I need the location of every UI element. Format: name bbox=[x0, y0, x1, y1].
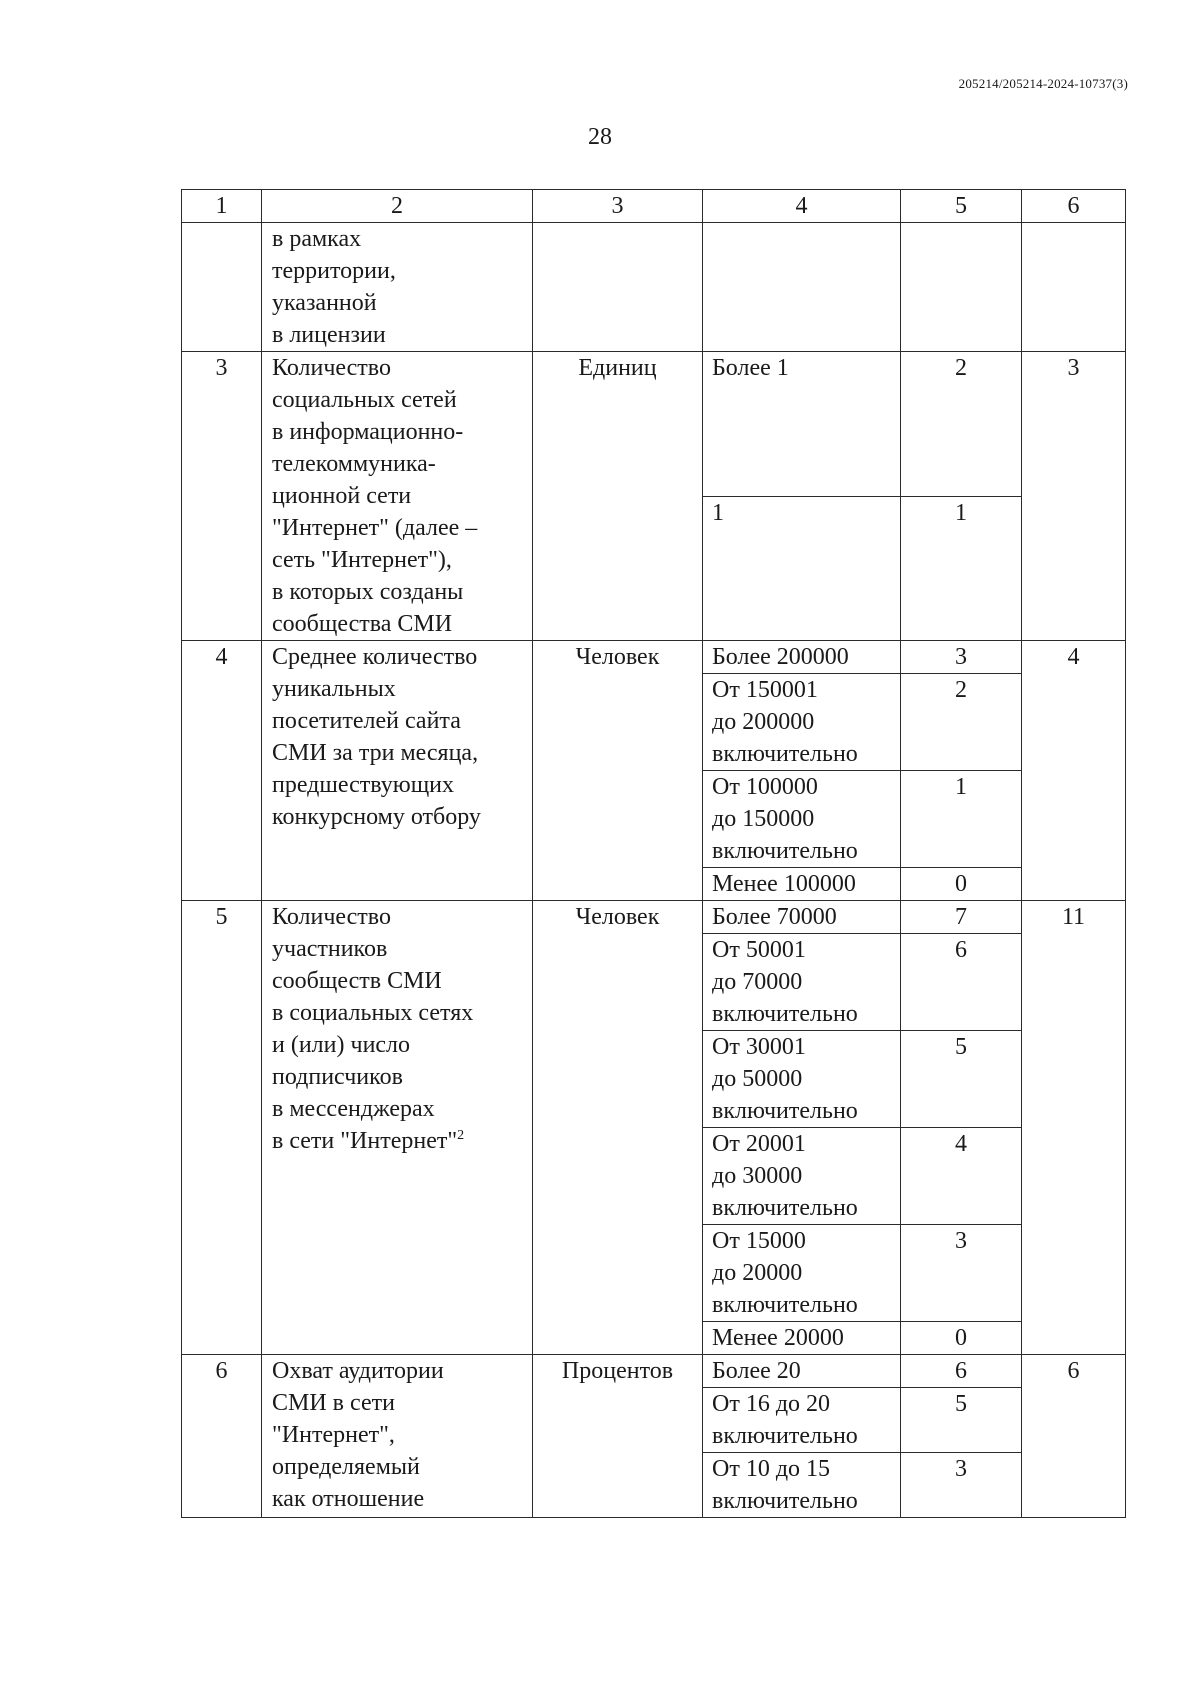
score-value: 2 bbox=[901, 674, 1022, 771]
column-number-header: 1 bbox=[182, 190, 262, 223]
criteria-table bbox=[181, 189, 1126, 1518]
indicator-value: От 20001 до 30000 включительно bbox=[703, 1128, 901, 1225]
score-value: 3 bbox=[901, 1225, 1022, 1322]
max-score: 3 bbox=[1022, 352, 1126, 641]
criterion-row bbox=[182, 901, 1126, 934]
empty-cell bbox=[703, 223, 901, 352]
empty-cell bbox=[182, 223, 262, 352]
indicator-value: От 30001 до 50000 включительно bbox=[703, 1031, 901, 1128]
indicator-value: От 16 до 20 включительно bbox=[703, 1388, 901, 1453]
indicator-value: От 100000 до 150000 включительно bbox=[703, 771, 901, 868]
score-value: 6 bbox=[901, 934, 1022, 1031]
max-score: 4 bbox=[1022, 641, 1126, 901]
column-number-header: 5 bbox=[901, 190, 1022, 223]
criterion-name-cell bbox=[262, 1355, 533, 1518]
empty-cell bbox=[1022, 223, 1126, 352]
column-number-row bbox=[182, 190, 1126, 223]
document-code: 205214/205214-2024-10737(3) bbox=[958, 76, 1128, 91]
criteria-table-body bbox=[182, 190, 1126, 1518]
max-score: 11 bbox=[1022, 901, 1126, 1355]
score-value: 5 bbox=[901, 1388, 1022, 1453]
criterion-number: 5 bbox=[182, 901, 262, 1355]
continued-criterion-text: в рамках территории, указанной в лицензии bbox=[262, 223, 533, 352]
indicator-value: Менее 20000 bbox=[703, 1322, 901, 1355]
indicator-value: 1 bbox=[703, 496, 901, 641]
criterion-number: 6 bbox=[182, 1355, 262, 1518]
score-value: 4 bbox=[901, 1128, 1022, 1225]
indicator-value: Более 1 bbox=[703, 352, 901, 497]
criterion-name-cell bbox=[262, 352, 533, 641]
score-value: 6 bbox=[901, 1355, 1022, 1388]
criterion-row bbox=[182, 641, 1126, 674]
max-score: 6 bbox=[1022, 1355, 1126, 1518]
criterion-row bbox=[182, 352, 1126, 497]
empty-cell bbox=[901, 223, 1022, 352]
column-number-header: 4 bbox=[703, 190, 901, 223]
criterion-name: Среднее количество уникальных посетителей сайта СМИ за три месяца, предшествующих конкурсному отбору bbox=[272, 644, 481, 830]
indicator-value: От 10 до 15 включительно bbox=[703, 1453, 901, 1518]
indicator-value: Более 200000 bbox=[703, 641, 901, 674]
score-value: 7 bbox=[901, 901, 1022, 934]
score-value: 0 bbox=[901, 1322, 1022, 1355]
unit-of-measure: Единиц bbox=[533, 352, 703, 641]
score-value: 1 bbox=[901, 771, 1022, 868]
column-number-header: 6 bbox=[1022, 190, 1126, 223]
empty-cell bbox=[533, 223, 703, 352]
criterion-number: 4 bbox=[182, 641, 262, 901]
score-value: 5 bbox=[901, 1031, 1022, 1128]
criterion-number: 3 bbox=[182, 352, 262, 641]
score-value: 0 bbox=[901, 868, 1022, 901]
column-number-header: 3 bbox=[533, 190, 703, 223]
criterion-row bbox=[182, 1355, 1126, 1388]
criterion-name-cell bbox=[262, 641, 533, 901]
score-value: 3 bbox=[901, 1453, 1022, 1518]
unit-of-measure: Человек bbox=[533, 901, 703, 1355]
footnote-marker: 2 bbox=[457, 1128, 465, 1143]
indicator-value: Менее 100000 bbox=[703, 868, 901, 901]
score-value: 1 bbox=[901, 496, 1022, 641]
unit-of-measure: Процентов bbox=[533, 1355, 703, 1518]
criterion-name: Количество социальных сетей в информационно- телекоммуника- ционной сети "Интернет" (далее – сеть "Интернет"), в которых созданы сообщества СМИ bbox=[272, 355, 478, 637]
criterion-name-cell bbox=[262, 901, 533, 1355]
continued-row bbox=[182, 223, 1126, 352]
indicator-value: Более 20 bbox=[703, 1355, 901, 1388]
score-value: 2 bbox=[901, 352, 1022, 497]
indicator-value: От 50001 до 70000 включительно bbox=[703, 934, 901, 1031]
page-number: 28 bbox=[588, 124, 612, 150]
unit-of-measure: Человек bbox=[533, 641, 703, 901]
criterion-name: Охват аудитории СМИ в сети "Интернет", определяемый как отношение bbox=[272, 1358, 444, 1512]
column-number-header: 2 bbox=[262, 190, 533, 223]
indicator-value: От 15000 до 20000 включительно bbox=[703, 1225, 901, 1322]
criterion-name: Количество участников сообществ СМИ в социальных сетях и (или) число подписчиков в мессенджерах в сети "Интернет" bbox=[272, 904, 474, 1154]
indicator-value: Более 70000 bbox=[703, 901, 901, 934]
score-value: 3 bbox=[901, 641, 1022, 674]
indicator-value: От 150001 до 200000 включительно bbox=[703, 674, 901, 771]
